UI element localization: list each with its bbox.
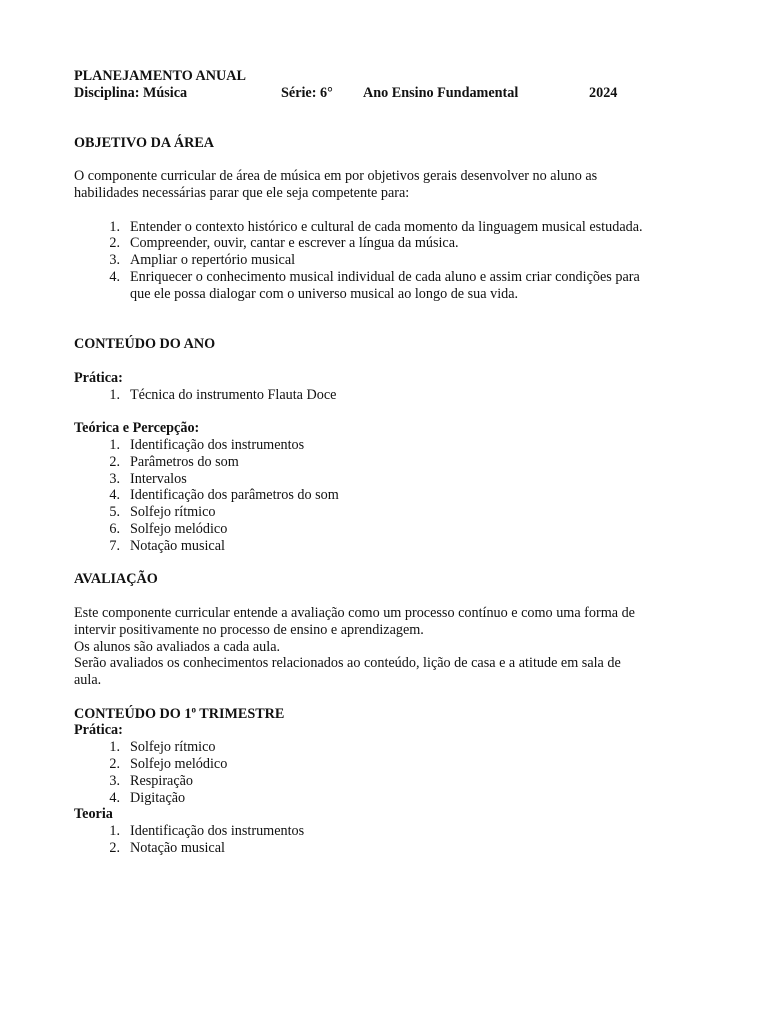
list-number: 3. <box>109 470 120 487</box>
list-number: 3. <box>109 772 120 789</box>
list-item-text: Compreender, ouvir, cantar e escrever a língua da música. <box>130 235 459 252</box>
list-item-text: Enriquecer o conhecimento musical individual de cada aluno e assim criar condições para <box>130 268 640 285</box>
list-number: 1. <box>109 436 120 453</box>
list-item <box>74 269 694 286</box>
document-title: PLANEJAMENTO ANUAL <box>74 68 246 84</box>
trimestre-pratica-list <box>74 739 694 806</box>
list-item <box>74 219 694 236</box>
list-item <box>74 538 694 555</box>
list-number: 3. <box>109 252 120 269</box>
subheading-pratica: Prática: <box>74 369 123 386</box>
list-item-text: Ampliar o repertório musical <box>130 252 296 269</box>
list-item <box>74 739 694 756</box>
avaliacao-paragraph-line: intervir positivamente no processo de ensino e aprendizagem. <box>74 621 424 638</box>
list-item-text: que ele possa dialogar com o universo musical ao longo de sua vida. <box>130 285 519 302</box>
list-number: 2. <box>109 840 120 857</box>
year-label: 2024 <box>589 84 618 101</box>
list-item <box>74 521 694 538</box>
list-item-text: Identificação dos instrumentos <box>130 823 305 840</box>
list-item-text: Solfejo melódico <box>130 520 228 537</box>
teorica-list <box>74 437 694 555</box>
ordinal-indicator: o <box>191 703 196 714</box>
header-info-row <box>74 85 694 102</box>
list-number: 4. <box>109 789 120 806</box>
disciplina-label: Disciplina: Música <box>74 84 188 101</box>
list-number: 5. <box>109 504 120 521</box>
trimestre-teoria-list <box>74 823 694 857</box>
list-item <box>74 437 694 454</box>
list-number: 2. <box>109 453 120 470</box>
section-heading-objetivo: OBJETIVO DA ÁREA <box>74 134 215 151</box>
document-body <box>74 68 694 857</box>
list-number: 1. <box>109 739 120 756</box>
section-heading-avaliacao: AVALIAÇÃO <box>74 571 158 588</box>
list-item <box>74 471 694 488</box>
list-item-text: Notação musical <box>130 840 225 857</box>
list-item-text: Notação musical <box>130 537 225 554</box>
list-item <box>74 773 694 790</box>
section-heading-conteudo-ano: CONTEÚDO DO ANO <box>74 336 216 353</box>
list-item <box>74 487 694 504</box>
serie-label: Série: 6° <box>281 84 333 101</box>
avaliacao-paragraph-line: Serão avaliados os conhecimentos relacionados ao conteúdo, lição de casa e a atitude em sala de <box>74 655 621 672</box>
list-item <box>74 504 694 521</box>
subheading-teorica: Teórica e Percepção: <box>74 420 200 437</box>
section-heading-trimestre: CONTEÚDO DO 1$^o$ TRIMESTRE <box>74 703 285 722</box>
list-item-text: Solfejo rítmico <box>130 504 216 521</box>
list-item-text: Digitação <box>130 789 186 806</box>
list-item-text: Solfejo melódico <box>130 756 228 773</box>
ano-label: Ano Ensino Fundamental <box>363 84 519 101</box>
objetivo-intro-line: O componente curricular de área de música em por objetivos gerais desenvolver no aluno as <box>74 168 598 185</box>
list-number: 1. <box>109 386 120 403</box>
list-number: 6. <box>109 520 120 537</box>
list-number: 1. <box>109 823 120 840</box>
objetivo-intro-line: habilidades necessárias parar que ele seja competente para: <box>74 184 410 201</box>
list-number: 2. <box>109 235 120 252</box>
list-item-text: Identificação dos parâmetros do som <box>130 487 339 504</box>
avaliacao-paragraph-line: Este componente curricular entende a avaliação como um processo contínuo e como uma forma de <box>74 604 635 621</box>
list-number: 1. <box>109 218 120 235</box>
list-item <box>74 790 694 807</box>
list-item-text: Técnica do instrumento Flauta Doce <box>130 386 337 403</box>
list-item-text: Identificação dos instrumentos <box>130 436 305 453</box>
subheading-pratica: Prática: <box>74 722 123 739</box>
list-item <box>74 235 694 252</box>
objetivo-list <box>74 219 694 303</box>
list-item <box>74 823 694 840</box>
list-item <box>74 756 694 773</box>
list-number: 4. <box>109 487 120 504</box>
list-number: 4. <box>109 268 120 285</box>
list-item-continuation <box>74 286 694 303</box>
list-item <box>74 454 694 471</box>
list-item-text: Entender o contexto histórico e cultural de cada momento da linguagem musical estudada. <box>130 218 643 235</box>
list-item-text: Parâmetros do som <box>130 453 239 470</box>
list-item <box>74 387 694 404</box>
avaliacao-paragraph-line: Os alunos são avaliados a cada aula. <box>74 638 281 655</box>
pratica-list <box>74 387 694 404</box>
subheading-teoria: Teoria <box>74 806 113 823</box>
list-item-text: Intervalos <box>130 470 187 487</box>
list-item-text: Solfejo rítmico <box>130 739 216 756</box>
list-number: 2. <box>109 756 120 773</box>
list-item <box>74 840 694 857</box>
list-item <box>74 252 694 269</box>
list-number: 7. <box>109 537 120 554</box>
avaliacao-paragraph-line: aula. <box>74 672 102 689</box>
list-item-text: Respiração <box>130 772 194 789</box>
